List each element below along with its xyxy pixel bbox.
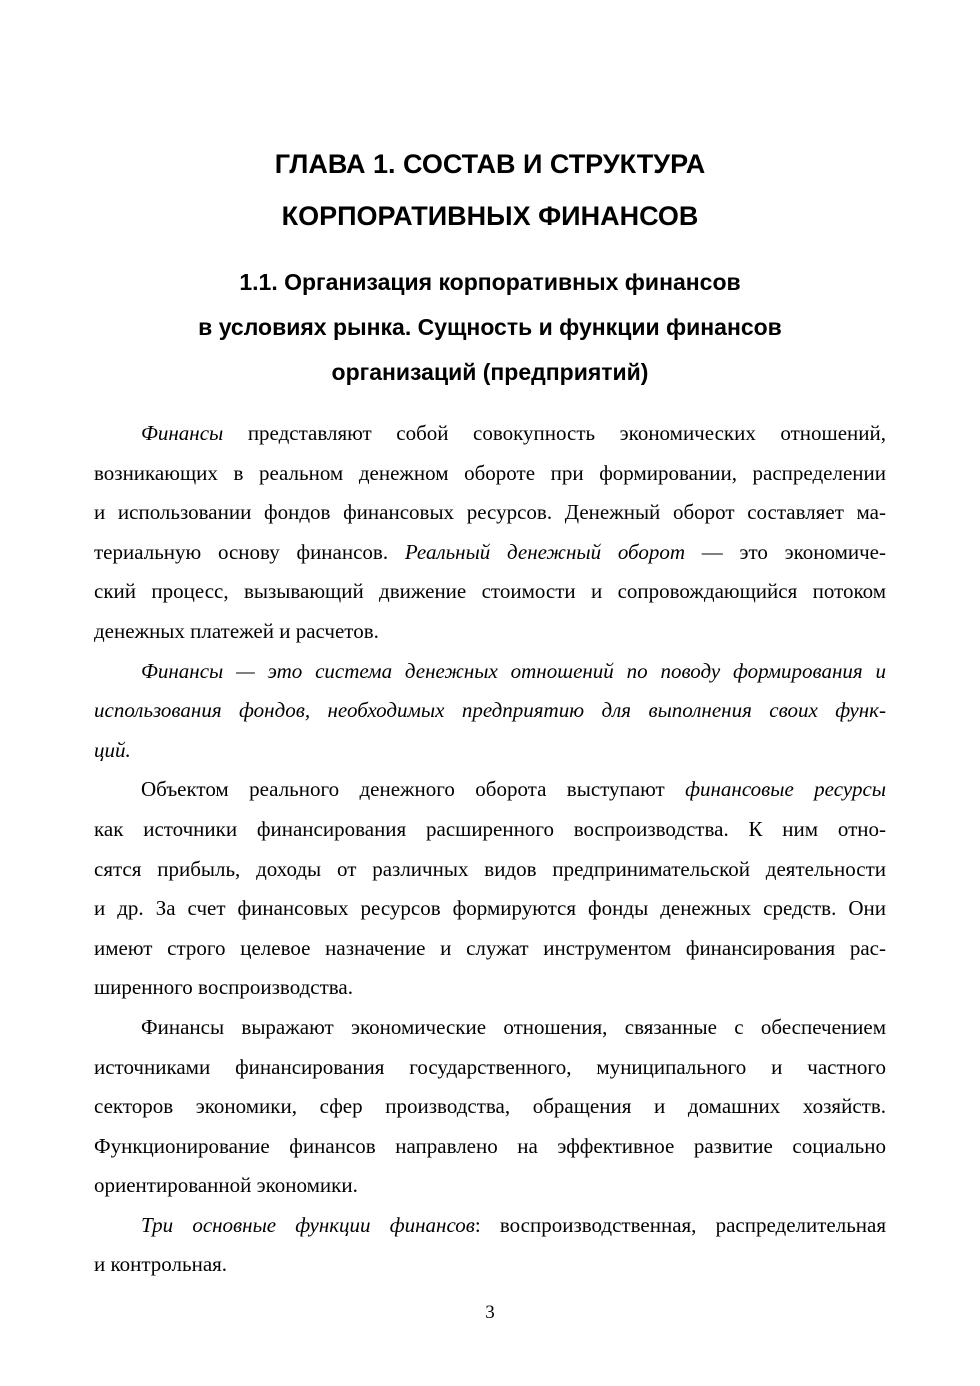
paragraph-line: ский процесс, вызывающий движение стоимости и сопровождающийся потоком [94,579,886,604]
page-number: 3 [485,1302,495,1323]
paragraph-line: сятся прибыль, доходы от различных видов предпринимательской деятельности [94,856,886,881]
section-title-line-3: организаций (предприятий) [331,359,649,385]
term-three-functions: Три основные функции финансов [141,1212,475,1237]
paragraph-line [94,770,886,810]
paragraph-text: — это экономиче- [685,539,886,564]
paragraph-financial-resources [94,770,886,1008]
paragraph-line: и контрольная. [94,1252,228,1277]
paragraph-finance-system [94,652,886,771]
section-title-line-1: 1.1. Организация корпоративных финансов [239,269,741,295]
paragraph-text: представляют собой совокупность экономических отношений, [223,421,886,445]
term-financial-resources: финансовые ресурсы [685,777,886,802]
paragraph-finance-definition [94,414,886,652]
paragraph-line: возникающих в реальном денежном обороте при формировании, распределении [94,460,886,485]
paragraph-text: териальную основу финансов. [94,539,405,564]
paragraph-line: ширенного воспроизводства. [94,975,353,1000]
paragraph-text: Финансы выражают экономические отношения, связанные с обеспечением [141,1014,886,1039]
paragraph-line [94,652,886,692]
chapter-title [94,138,886,242]
paragraph-economic-relations [94,1008,886,1206]
paragraph-line: секторов экономики, сфер производства, обращения и домашних хозяйств. [94,1094,886,1119]
italic-text: ций. [94,737,131,762]
paragraph-line [94,731,886,771]
paragraph-line: Функционирование финансов направлено на эффективное развитие социально [94,1133,886,1158]
paragraph-line: ориентированной экономики. [94,1173,358,1198]
section-title-line-2: в условиях рынка. Сущность и функции финансов [198,314,782,340]
paragraph-line [94,533,886,573]
term-real-money-turnover: Реальный денежный оборот [404,539,686,564]
paragraph-line: и использовании фондов финансовых ресурсов. Денежный оборот составляет ма- [94,500,886,525]
section-title [94,260,886,395]
chapter-title-line-1: ГЛАВА 1. СОСТАВ И СТРУКТУРА [274,149,706,179]
paragraph-line: денежных платежей и расчетов. [94,618,379,643]
chapter-title-line-2: КОРПОРАТИВНЫХ ФИНАНСОВ [281,201,699,231]
paragraph-line [94,1206,886,1246]
italic-text: использования фондов, необходимых предприятию для выполнения своих функ- [94,698,886,723]
paragraph-text: Объектом реального денежного оборота выступают [141,777,686,802]
paragraph-line [94,691,886,731]
paragraph-line: имеют строго целевое назначение и служат инструментом финансирования рас- [94,935,886,960]
paragraph-line [94,1008,886,1048]
italic-text: Финансы — это система денежных отношений по поводу формирования и [141,658,886,683]
paragraph-line: источниками финансирования государственного, муниципального и частного [94,1054,886,1079]
paragraph-line: и др. За счет финансовых ресурсов формируются фонды денежных средств. Они [94,896,886,921]
body-text [94,414,886,1285]
term-finance: Финансы [141,421,224,445]
paragraph-three-functions [94,1206,886,1285]
paragraph-line [94,414,886,454]
paragraph-line: как источники финансирования расширенного воспроизводства. К ним отно- [94,816,886,841]
paragraph-text: : воспроизводственная, распределительная [474,1212,886,1237]
